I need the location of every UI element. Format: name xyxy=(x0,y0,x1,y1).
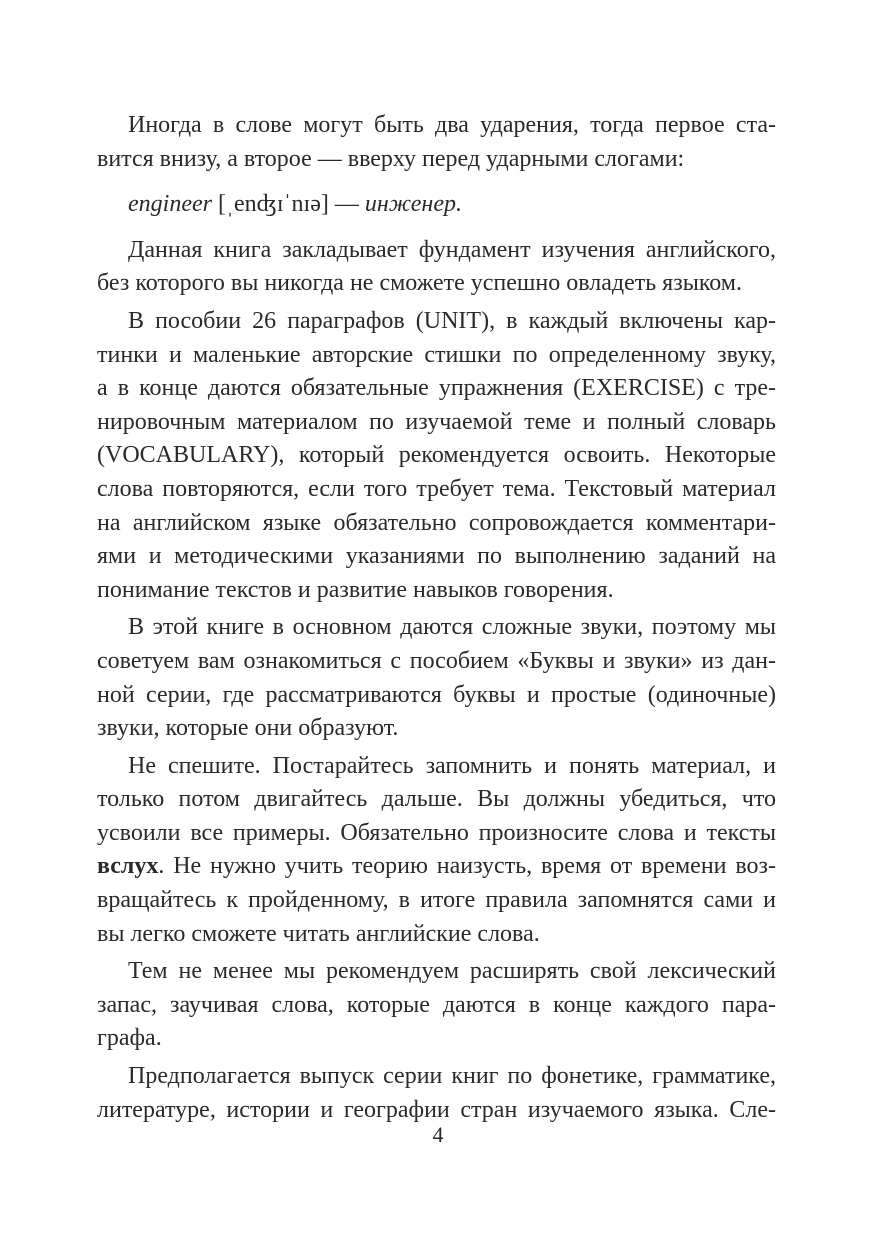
text-line: слова повторяются, если того требует тема. Текстовый материал xyxy=(97,475,776,502)
text-line: вится внизу, а второе — вверху перед ударными слогами: xyxy=(97,145,685,172)
text-line: без которого вы никогда не сможете успешно овладеть языком. xyxy=(97,270,742,297)
text-line: Данная книга закладывает фундамент изучения английского, xyxy=(128,236,776,263)
text-line: советуем вам ознакомиться с пособием «Буквы и звуки» из дан- xyxy=(97,647,776,674)
text-line: а в конце даются обязательные упражнения (EXERCISE) с тре- xyxy=(97,375,776,402)
text-line: В этой книге в основном даются сложные звуки, поэтому мы xyxy=(128,614,776,641)
text-line: В пособии 26 параграфов (UNIT), в каждый включены кар- xyxy=(128,307,776,334)
paragraph-dont-hurry xyxy=(97,750,776,952)
paragraph-vocabulary xyxy=(97,955,776,1056)
example-word: engineer xyxy=(128,191,212,218)
example-translation: инженер. xyxy=(364,191,462,218)
paragraph-units xyxy=(97,305,776,607)
text-line: звуки, которые они образуют. xyxy=(97,715,399,742)
example-transcription: [ˌenʤɪˈnɪə] xyxy=(217,191,329,218)
page-number: 4 xyxy=(432,1122,444,1147)
text-line: запас, заучивая слова, которые даются в конце каждого пара- xyxy=(97,991,776,1018)
text-line: понимание текстов и развитие навыков говорения. xyxy=(97,576,614,603)
text-line-with-bold xyxy=(97,850,776,884)
paragraph-double-stress xyxy=(97,109,776,176)
example-engineer xyxy=(97,188,776,222)
body-text xyxy=(97,109,776,1127)
text-line: графа. xyxy=(97,1025,162,1052)
text-line: (VOCABULARY), который рекомендуется освоить. Некоторые xyxy=(97,442,776,469)
text-line: вы легко сможете читать английские слова. xyxy=(97,920,540,947)
text-line: Тем не менее мы рекомендуем расширять свой лексический xyxy=(128,958,776,985)
text-line: литературе, истории и географии стран изучаемого языка. Сле- xyxy=(97,1096,776,1123)
example-dash: — xyxy=(328,191,365,218)
text-line: тинки и маленькие авторские стишки по определенному звуку, xyxy=(97,341,776,368)
text-line: ной серии, где рассматриваются буквы и простые (одиночные) xyxy=(97,681,776,708)
text-line: вращайтесь к пройденному, в итоге правила запомнятся сами и xyxy=(97,887,776,914)
text-line: нировочным материалом по изучаемой теме и полный словарь xyxy=(97,408,776,435)
text-line: Не спешите. Постарайтесь запомнить и понять материал, и xyxy=(128,752,776,779)
text-line: усвоили все примеры. Обязательно произносите слова и тексты xyxy=(97,819,776,846)
text-line: Предполагается выпуск серии книг по фонетике, грамматике, xyxy=(128,1063,776,1090)
text-line: только потом двигайтесь дальше. Вы должны убедиться, что xyxy=(97,786,776,813)
paragraph-series xyxy=(97,1060,776,1127)
paragraph-foundation xyxy=(97,234,776,301)
paragraph-complex-sounds xyxy=(97,611,776,745)
text-fragment: . Не нужно учить теорию наизусть, время от времени воз- xyxy=(158,853,776,880)
text-line: на английском языке обязательно сопровождается комментари- xyxy=(97,509,776,536)
text-line: Иногда в слове могут быть два ударения, тогда первое ста- xyxy=(128,112,776,138)
bold-word: вслух xyxy=(97,853,159,880)
text-line: ями и методическими указаниями по выполнению заданий на xyxy=(97,543,776,570)
